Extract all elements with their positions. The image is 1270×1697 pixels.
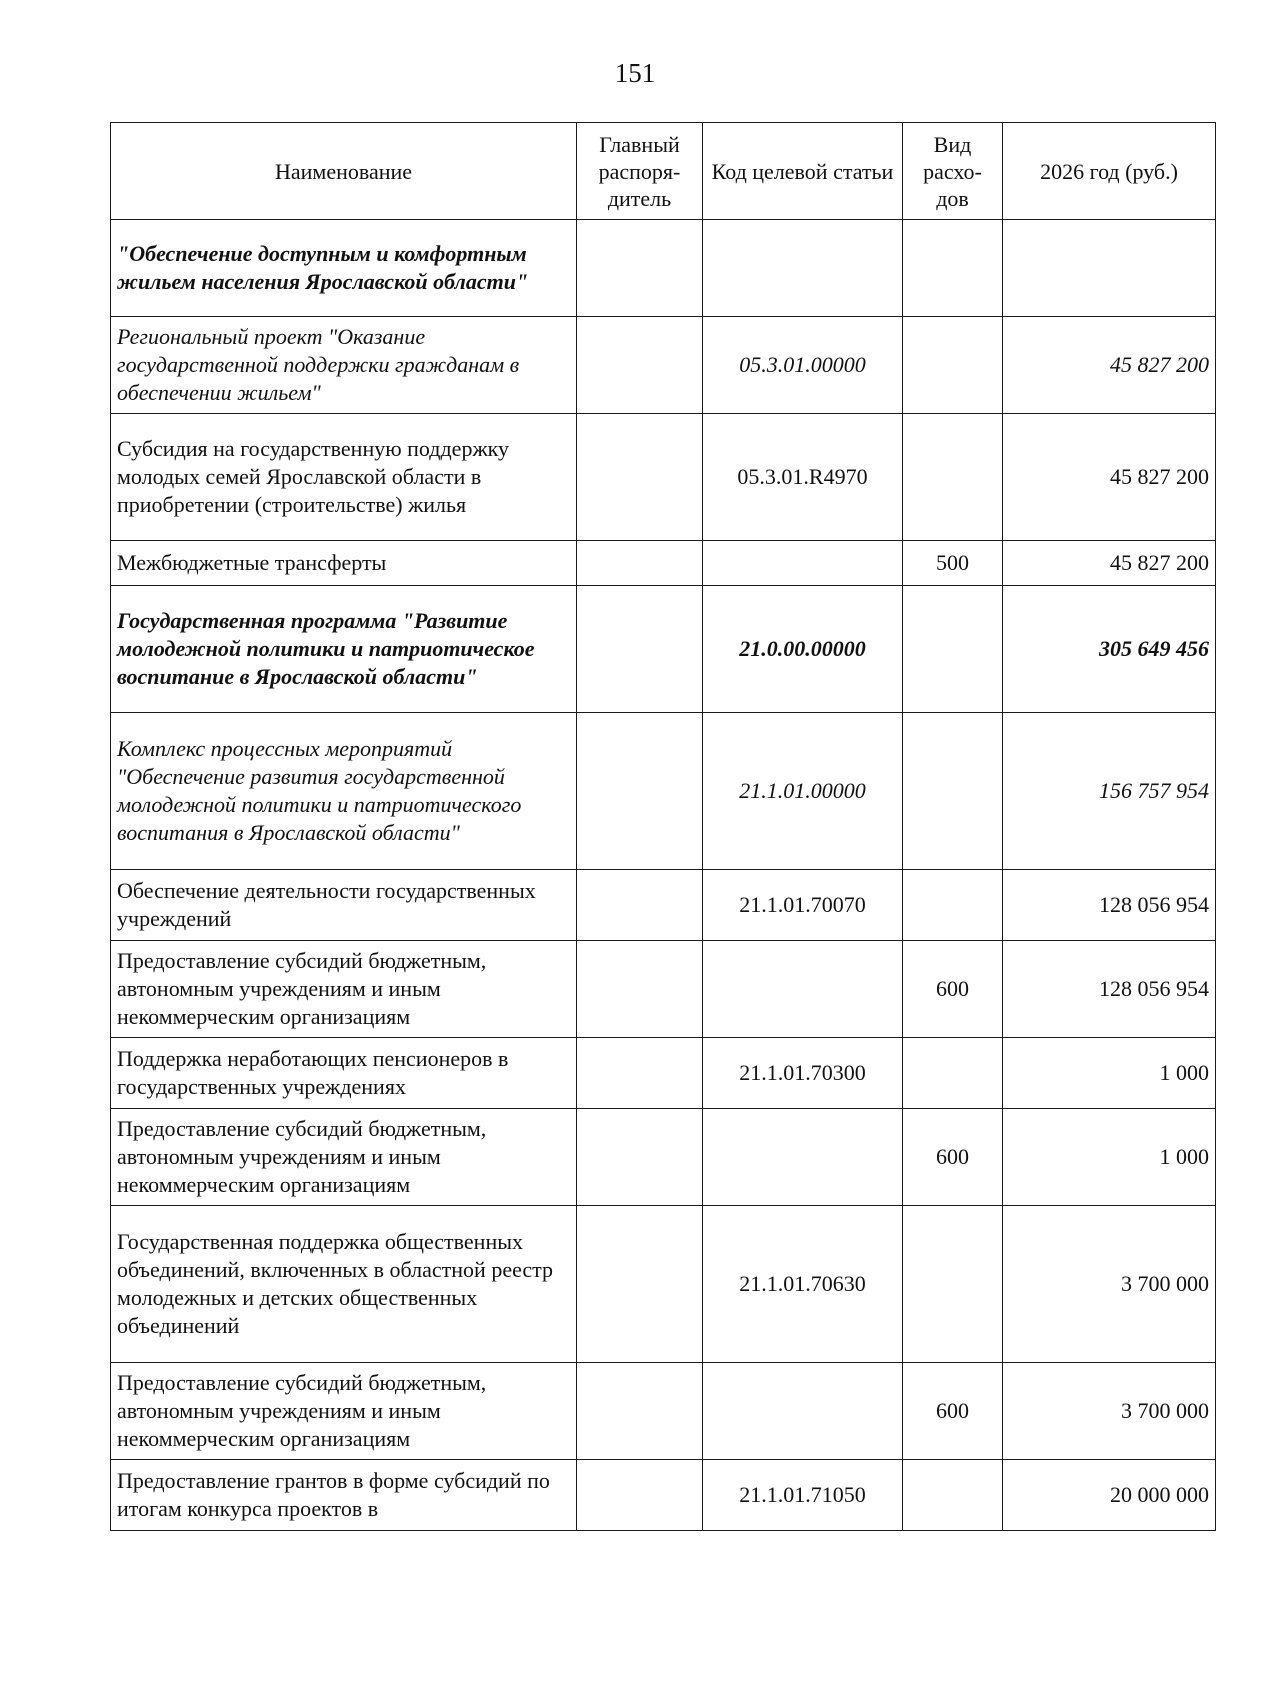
row-code: 21.1.01.70070 [703,870,903,941]
row-expense-type: 500 [903,541,1003,586]
row-manager [577,941,703,1038]
table-row [111,1363,1216,1460]
row-manager [577,541,703,586]
table-row [111,1460,1216,1531]
row-expense-type [903,1460,1003,1531]
row-manager [577,1206,703,1363]
table-row [111,941,1216,1038]
row-expense-type [903,870,1003,941]
row-amount: 1 000 [1003,1038,1216,1109]
table-row [111,220,1216,317]
row-amount: 45 827 200 [1003,317,1216,414]
row-expense-type: 600 [903,1109,1003,1206]
row-name: Субсидия на государственную поддержку молодых семей Ярославской области в приобретении (строительстве) жилья [111,414,577,541]
header-row [111,123,1216,220]
row-name: Комплекс процессных мероприятий "Обеспечение развития государственной молодежной политики и патриотического воспитания в Ярославской области" [111,713,577,870]
row-code [703,220,903,317]
row-amount: 45 827 200 [1003,414,1216,541]
table-row [111,1206,1216,1363]
row-amount [1003,220,1216,317]
row-code: 05.3.01.00000 [703,317,903,414]
row-amount: 45 827 200 [1003,541,1216,586]
row-expense-type: 600 [903,941,1003,1038]
table-row [111,713,1216,870]
row-code: 21.1.01.70630 [703,1206,903,1363]
row-name: Обеспечение деятельности государственных учреждений [111,870,577,941]
table-row [111,586,1216,713]
row-name: Поддержка неработающих пенсионеров в государственных учреждениях [111,1038,577,1109]
header-expense-type: Вид расхо-дов [903,123,1003,220]
row-amount: 128 056 954 [1003,870,1216,941]
row-name: "Обеспечение доступным и комфортным жильем населения Ярославской области" [111,220,577,317]
row-name: Межбюджетные трансферты [111,541,577,586]
row-manager [577,713,703,870]
row-code: 21.0.00.00000 [703,586,903,713]
table-row [111,870,1216,941]
table-row [111,1038,1216,1109]
page-number: 151 [614,58,656,88]
row-manager [577,1038,703,1109]
row-code [703,541,903,586]
row-amount: 156 757 954 [1003,713,1216,870]
row-code: 21.1.01.70300 [703,1038,903,1109]
row-amount: 20 000 000 [1003,1460,1216,1531]
row-code: 05.3.01.R4970 [703,414,903,541]
row-expense-type [903,713,1003,870]
row-amount: 3 700 000 [1003,1206,1216,1363]
row-amount: 1 000 [1003,1109,1216,1206]
row-manager [577,870,703,941]
row-code [703,941,903,1038]
row-expense-type [903,1206,1003,1363]
row-expense-type [903,220,1003,317]
row-name: Государственная поддержка общественных объединений, включенных в областной реестр молодежных и детских общественных объединений [111,1206,577,1363]
header-manager: Главный распоря-дитель [577,123,703,220]
row-name: Региональный проект "Оказание государственной поддержки гражданам в обеспечении жильем" [111,317,577,414]
table-row [111,1109,1216,1206]
row-code [703,1363,903,1460]
row-amount: 3 700 000 [1003,1363,1216,1460]
row-manager [577,1363,703,1460]
row-amount: 128 056 954 [1003,941,1216,1038]
row-manager [577,220,703,317]
row-amount: 305 649 456 [1003,586,1216,713]
row-manager [577,1460,703,1531]
budget-table [110,122,1216,1531]
row-manager [577,1109,703,1206]
row-code [703,1109,903,1206]
header-name: Наименование [111,123,577,220]
row-name: Предоставление субсидий бюджетным, автономным учреждениям и иным некоммерческим организациям [111,1363,577,1460]
row-expense-type [903,414,1003,541]
table-header [111,123,1216,220]
row-code: 21.1.01.00000 [703,713,903,870]
table-row [111,317,1216,414]
header-code: Код целевой статьи [703,123,903,220]
row-name: Предоставление грантов в форме субсидий по итогам конкурса проектов в [111,1460,577,1531]
header-amount: 2026 год (руб.) [1003,123,1216,220]
row-expense-type [903,586,1003,713]
table-body [111,220,1216,1531]
table-row [111,414,1216,541]
row-expense-type: 600 [903,1363,1003,1460]
row-manager [577,586,703,713]
row-manager [577,414,703,541]
table-row [111,541,1216,586]
row-expense-type [903,317,1003,414]
row-code: 21.1.01.71050 [703,1460,903,1531]
row-manager [577,317,703,414]
row-name: Предоставление субсидий бюджетным, автономным учреждениям и иным некоммерческим организациям [111,1109,577,1206]
row-name: Предоставление субсидий бюджетным, автономным учреждениям и иным некоммерческим организациям [111,941,577,1038]
row-expense-type [903,1038,1003,1109]
row-name: Государственная программа "Развитие молодежной политики и патриотическое воспитание в Ярославской области" [111,586,577,713]
